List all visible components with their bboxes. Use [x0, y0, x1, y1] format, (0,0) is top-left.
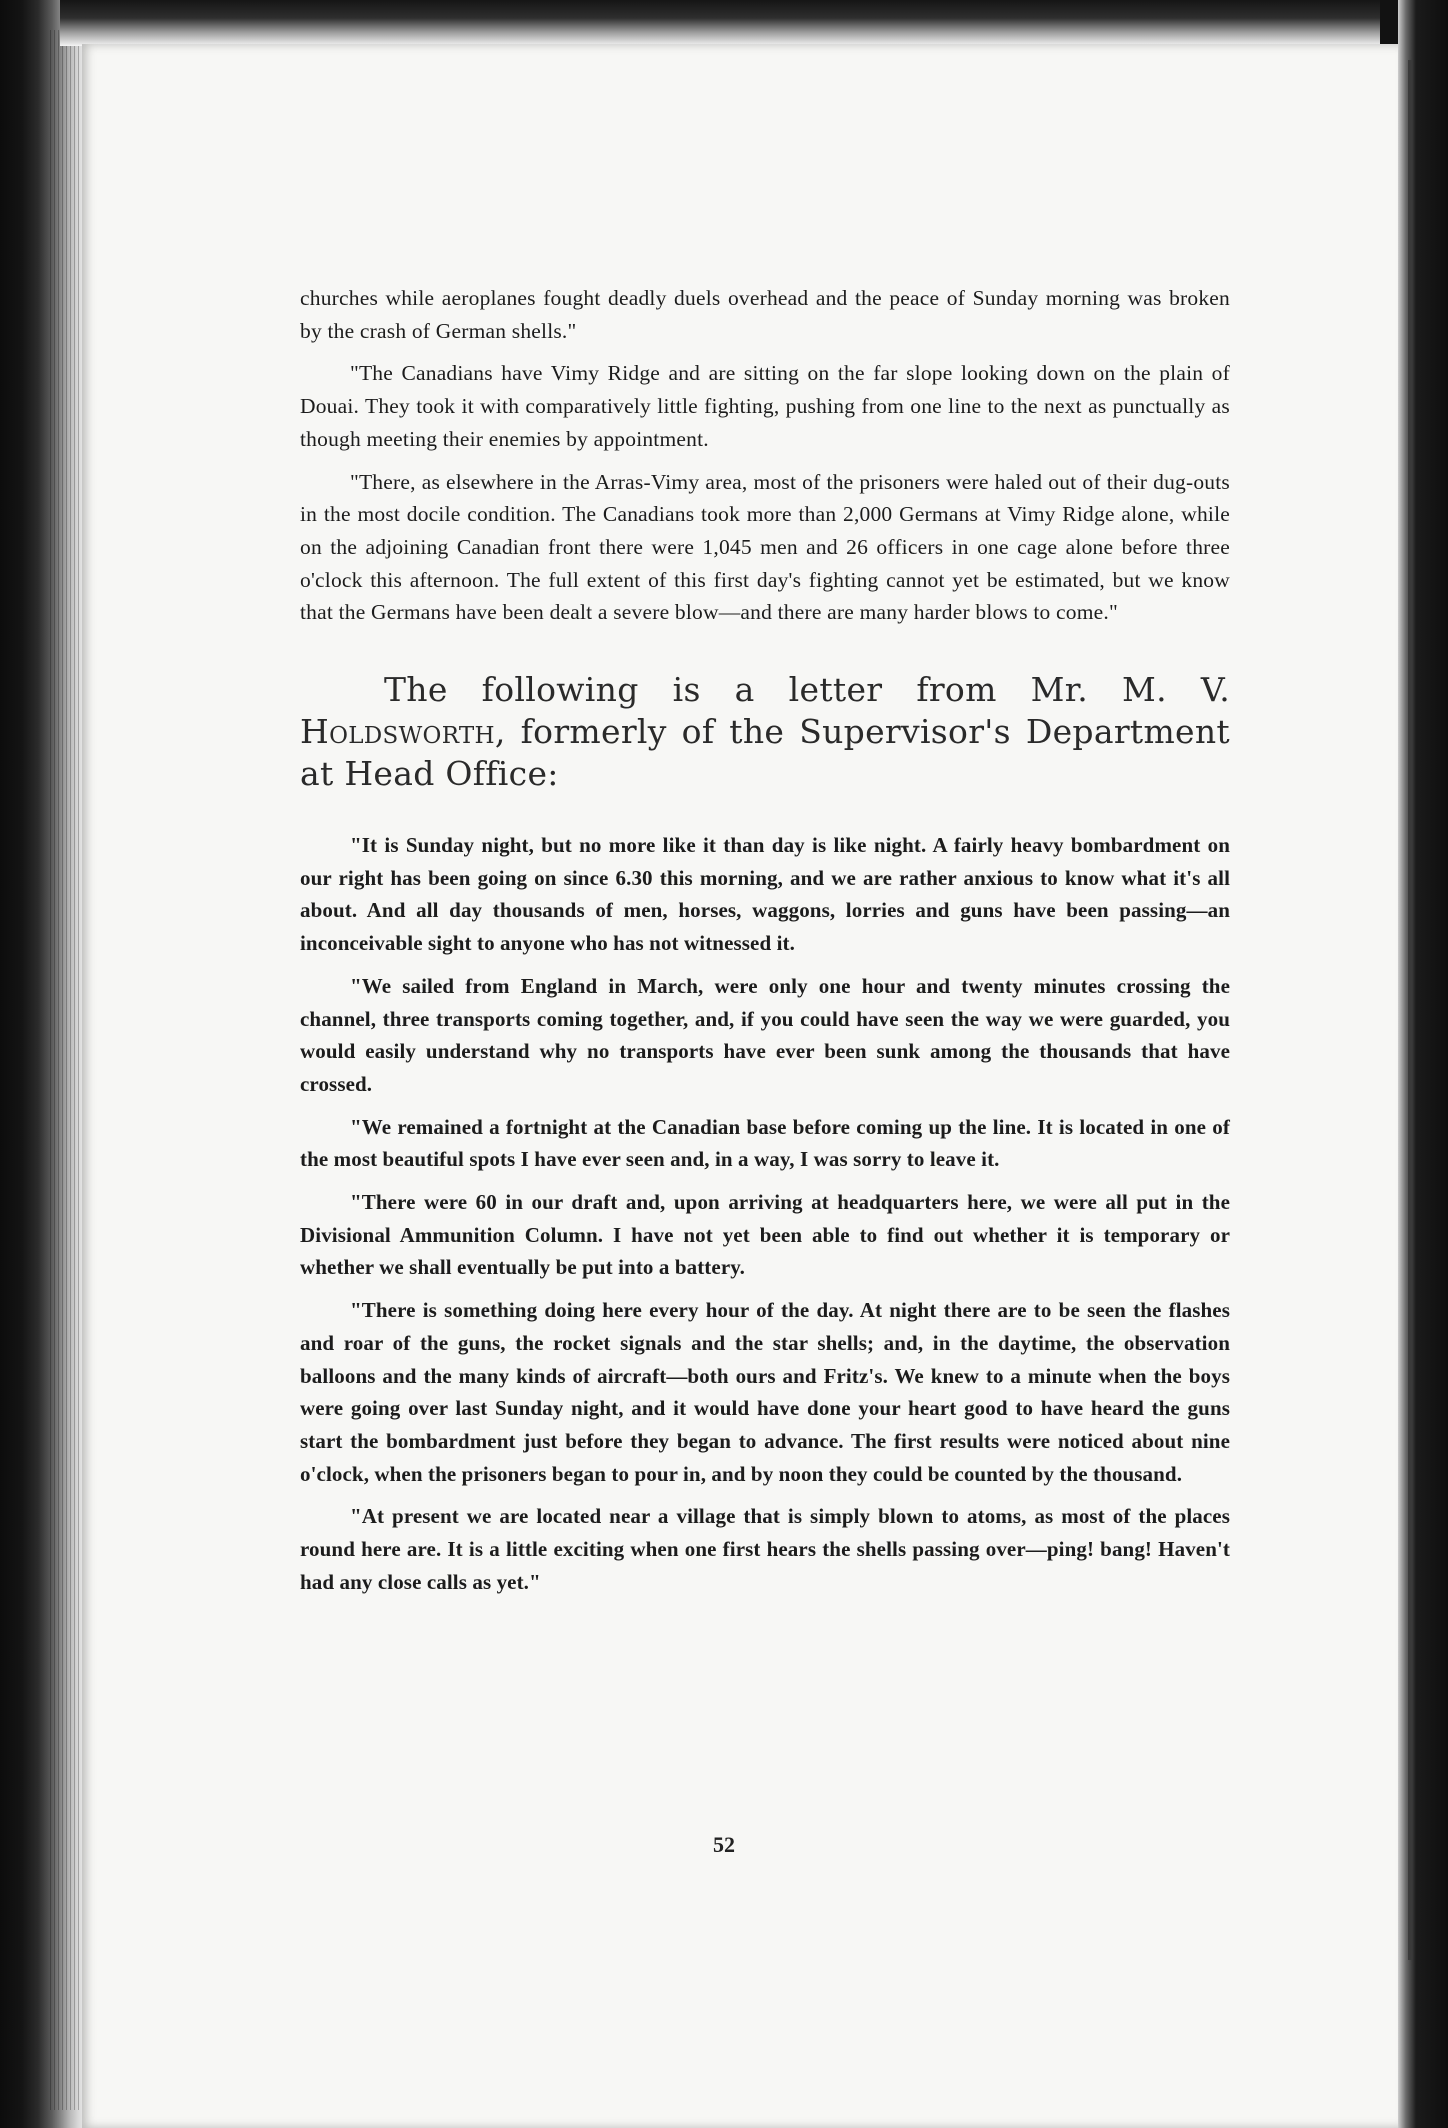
right-gutter: [1398, 0, 1448, 2128]
paragraph-prisoners: "There, as elsewhere in the Arras-Vimy area, most of the prisoners were haled out of their dug-outs in the most docile condition. The Canadians took more than 2,000 Germans at Vimy Ridge alone, while on the adjoining Canadian front there were 1,045 men and 26 officers in one cage alone before three o'clock this afternoon. The full extent of this first day's fighting cannot yet be estimated, but we know that the Germans have been dealt a severe blow—and there are many harder blows to come.": [300, 469, 1230, 625]
paragraph-vimy-ridge: "The Canadians have Vimy Ridge and are sitting on the far slope looking down on the plain of Douai. They took it with comparatively little fighting, pushing from one line to the next as punctually as though meeting their enemies by appointment.: [300, 361, 1230, 451]
top-binding-shadow: [60, 0, 1380, 46]
letter-paragraph-something-doing: "There is something doing here every hour of the day. At night there are to be seen the flashes and roar of the guns, the rocket signals and the star shells; and, in the daytime, the observation balloons and the many kinds of aircraft—both ours and Fritz's. We knew to a minute when the boys were going over last Sunday night, and it would have done your heart good to have heard the guns start the bombardment just before they began to advance. The first results were noticed about nine o'clock, when the prisoners began to pour in, and by noon they could be counted by the thousand.: [300, 1298, 1230, 1486]
page-number: 52: [713, 1832, 735, 1857]
heading-text-before: The following is a letter from Mr. M. V.: [384, 670, 1230, 710]
letter-paragraph-canadian-base: "We remained a fortnight at the Canadian base before coming up the line. It is located in one of the most beautiful spots I have ever seen and, in a way, I was sorry to leave it.: [300, 1114, 1230, 1172]
page-text: [300, 282, 1230, 1609]
letter-paragraph-sailed: "We sailed from England in March, were only one hour and twenty minutes crossing the channel, three transports coming together, and, if you could have seen the way we were guarded, you would easily understand why no transports have ever been sunk among the thousands that have crossed.: [300, 973, 1230, 1096]
page-stack-edge: [0, 0, 90, 2128]
letter-heading: [300, 669, 1230, 795]
paragraph-continuation: churches while aeroplanes fought deadly duels overhead and the peace of Sunday morning was broken by the crash of German shells.": [300, 286, 1230, 343]
heading-text-after: , formerly of the Supervisor's Department at Head Office:: [300, 712, 1230, 794]
letter-paragraph-village: "At present we are located near a village that is simply blown to atoms, as most of the places round here are. It is a little exciting when one first hears the shells passing over—ping! bang! Haven't had any close calls as yet.": [300, 1504, 1230, 1594]
letter-paragraph-draft: "There were 60 in our draft and, upon arriving at headquarters here, we were all put in the Divisional Ammunition Column. I have not yet been able to find out whether it is temporary or whether we shall eventually be put into a battery.: [300, 1190, 1230, 1280]
next-page-sliver: [1408, 60, 1412, 1960]
letter-paragraph-sunday-night: "It is Sunday night, but no more like it than day is like night. A fairly heavy bombardment on our right has been going on since 6.30 this morning, and we are rather anxious to know what it's all about. And all day thousands of men, horses, waggons, lorries and guns have been passing—an inconceivable sight to anyone who has not witnessed it.: [300, 833, 1230, 956]
heading-name: Holdsworth: [300, 712, 495, 752]
